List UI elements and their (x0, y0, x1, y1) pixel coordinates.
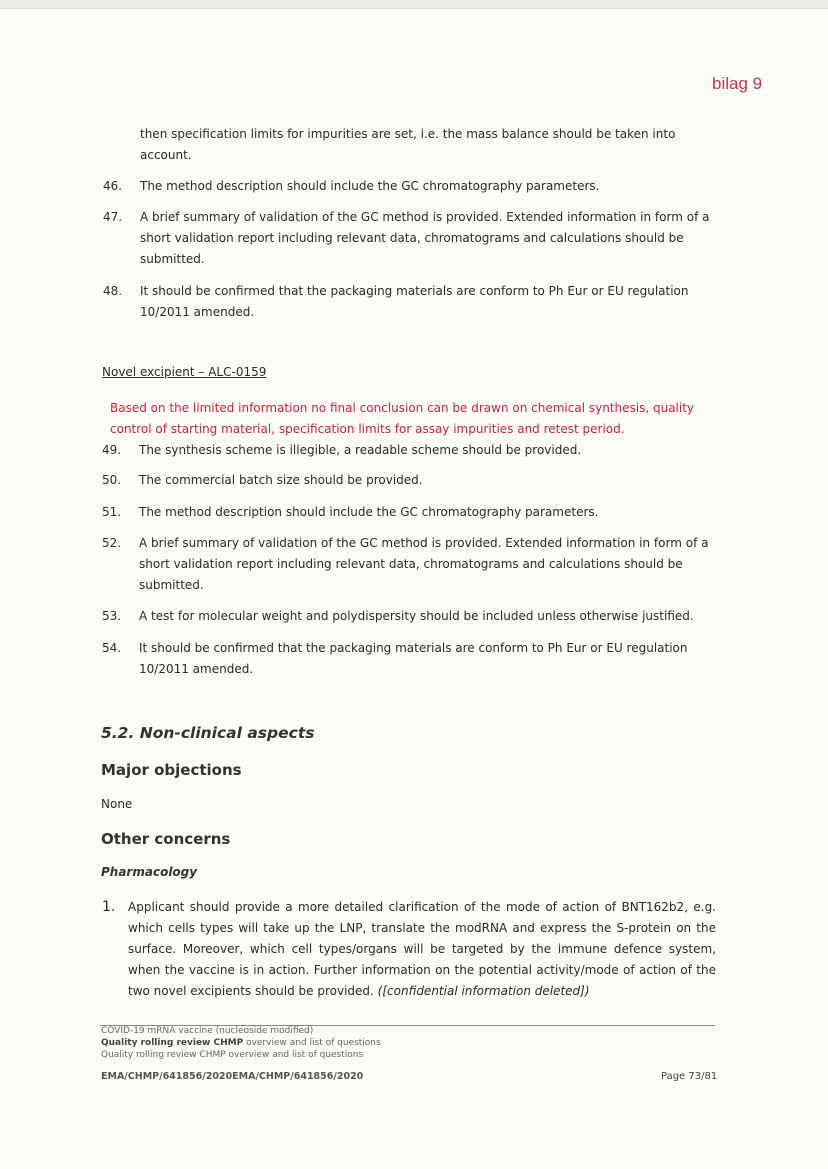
footer-product: COVID-19 mRNA vaccine (nucleoside modified) (101, 1026, 314, 1036)
list-item-text: The commercial batch size should be provided. (139, 473, 423, 487)
footer-title (101, 1037, 381, 1049)
list-item-continuation: then specification limits for impurities are set, i.e. the mass balance should be taken into account. (140, 127, 676, 162)
list-item-text: It should be confirmed that the packaging materials are conform to Ph Eur or EU regulation 10/2011 amended. (140, 284, 689, 319)
scan-top-border (0, 0, 828, 9)
list-item-text: It should be confirmed that the packaging materials are conform to Ph Eur or EU regulation 10/2011 amended. (139, 641, 688, 676)
pharmacology-question-text (128, 897, 716, 1002)
major-objections-text: None (101, 797, 133, 811)
footer-title-rest: overview and list of questions (243, 1038, 381, 1048)
section-heading-novel-excipient: Novel excipient – ALC-0159 (102, 365, 267, 379)
footer-title-bold: Quality rolling review CHMP (101, 1038, 244, 1048)
annex-label: bilag 9 (712, 74, 763, 93)
list-item-number: 52. (102, 536, 122, 550)
list-item-number: 51. (102, 505, 122, 519)
list-item-text: A brief summary of validation of the GC method is provided. Extended information in form of a short validation report including relevant data, chromatograms and calculations should be submitted. (140, 210, 710, 266)
list-item-number: 54. (102, 641, 122, 655)
footer-subtitle: Quality rolling review CHMP overview and list of questions (101, 1050, 364, 1060)
question-body: Applicant should provide a more detailed clarification of the mode of action of BNT162b2, e.g. which cells types will take up the LNP, translate the modRNA and express the S-protein on the surface. Moreover, which cell types/organs will be targeted by the immune defence system, when the vaccine is in action. Further information on the potential activity/mode of action of the two novel excipients should be provided. (128, 900, 716, 998)
list-item-text: A test for molecular weight and polydispersity should be included unless otherwise justified. (139, 609, 694, 623)
list-item-text: The method description should include the GC chromatography parameters. (139, 505, 599, 519)
list-item-text: The synthesis scheme is illegible, a readable scheme should be provided. (139, 443, 582, 457)
list-item-number: 49. (102, 443, 122, 457)
section-title-nonclinical: 5.2. Non-clinical aspects (101, 724, 315, 742)
list-item-number: 46. (103, 179, 123, 193)
list-item-number: 47. (103, 210, 123, 224)
heading-other-concerns: Other concerns (101, 830, 231, 848)
list-item-number: 50. (102, 473, 122, 487)
list-item-number: 1. (102, 899, 116, 915)
list-item-number: 53. (102, 609, 122, 623)
list-item-text: A brief summary of validation of the GC method is provided. Extended information in form of a short validation report including relevant data, chromatograms and calculations should be submitted. (139, 536, 709, 592)
document-reference: EMA/CHMP/641856/2020EMA/CHMP/641856/2020 (101, 1071, 364, 1082)
heading-major-objections: Major objections (101, 761, 242, 779)
confidential-note: ([confidential information deleted]) (377, 984, 590, 998)
list-item-number: 48. (103, 284, 123, 298)
subheading-pharmacology: Pharmacology (101, 865, 198, 879)
page-number: Page 73/81 (661, 1071, 718, 1082)
list-item-text: The method description should include the GC chromatography parameters. (140, 179, 600, 193)
assessor-note: Based on the limited information no final conclusion can be drawn on chemical synthesis, quality control of starting material, specification limits for assay impurities and retest period. (110, 401, 695, 436)
